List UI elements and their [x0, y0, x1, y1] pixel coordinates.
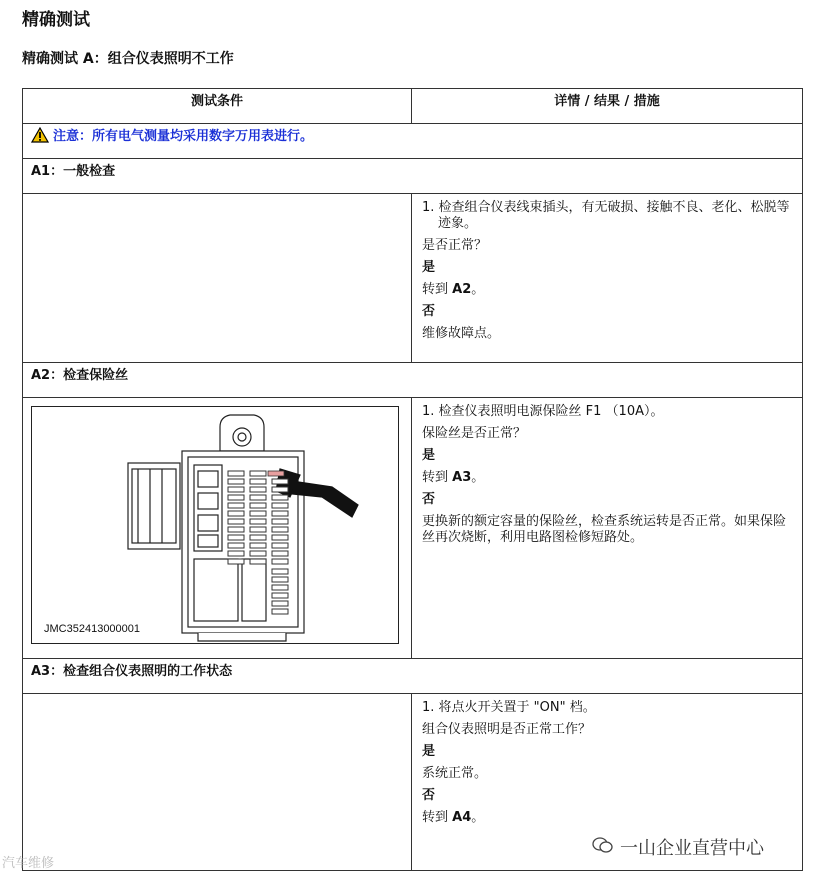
fuse-box-figure [31, 406, 399, 644]
fuse-slot [250, 543, 266, 548]
fuse-slot [250, 487, 266, 492]
fuse-slot [228, 551, 244, 556]
section-a3-condition [23, 694, 412, 871]
wechat-icon [592, 836, 614, 859]
warning-icon [31, 127, 49, 147]
a1-yes-action: 转到 A2。 [422, 282, 485, 297]
fuse-slot [250, 471, 266, 476]
fuse-slot [250, 535, 266, 540]
fuse-slot [272, 569, 288, 574]
a3-yes-action: 系统正常。 [422, 766, 488, 781]
section-a2-details [412, 398, 803, 659]
header-row [23, 89, 803, 124]
a3-no-action: 转到 A4。 [422, 810, 485, 825]
procedure-table [22, 88, 803, 871]
a3-step: 1. 将点火开关置于 "ON" 档。 [422, 700, 596, 715]
section-a3-title: A3：检查组合仪表照明的工作状态 [23, 659, 803, 694]
fuse-slot [272, 503, 288, 508]
fuse-slot [272, 609, 288, 614]
a2-yes-target: A3 [452, 470, 472, 485]
fuse-slot [228, 543, 244, 548]
a3-question: 组合仪表照明是否正常工作？ [422, 722, 592, 737]
section-a1-details [412, 194, 803, 363]
fuse-slot [272, 495, 288, 500]
page-title: 精确测试 [22, 10, 90, 30]
watermark-right-text: 一山企业直营中心 [620, 838, 764, 859]
a3-yes-label: 是 [422, 744, 436, 759]
a2-step: 1. 检查仪表照明电源保险丝 F1 （10A）。 [422, 404, 664, 419]
a3-no-target: A4 [452, 810, 472, 825]
fuse-slot [228, 519, 244, 524]
fuse-slot [250, 559, 266, 564]
fuse-slot [272, 585, 288, 590]
header-details-results: 详情 / 结果 / 措施 [412, 89, 803, 124]
header-test-conditions: 测试条件 [23, 89, 412, 124]
watermark-right [592, 834, 764, 860]
section-a3-title-row [23, 659, 803, 694]
fuse-slot [250, 511, 266, 516]
fuse-slot [272, 511, 288, 516]
fuse-box-illustration [32, 407, 398, 643]
section-a1-title: A1：一般检查 [23, 159, 803, 194]
fuse-slot [228, 495, 244, 500]
a1-yes-target: A2 [452, 282, 472, 297]
a1-yes-label: 是 [422, 260, 436, 275]
a2-no-action: 更换新的额定容量的保险丝，检查系统运转是否正常。如果保险丝再次烧断，利用电路图检修短路处。 [422, 514, 787, 545]
fuse-slot [272, 593, 288, 598]
a1-question: 是否正常？ [422, 238, 488, 253]
fuse-slot [272, 479, 288, 484]
note-text: 注意：所有电气测量均采用数字万用表进行。 [53, 129, 314, 144]
fuse-slot [250, 495, 266, 500]
fuse-slot [250, 519, 266, 524]
fuse-slot [228, 471, 244, 476]
note-row [23, 124, 803, 159]
a1-no-action: 维修故障点。 [422, 326, 501, 341]
fuse-slot [228, 511, 244, 516]
fuse-slot [272, 551, 288, 556]
a2-question: 保险丝是否正常？ [422, 426, 527, 441]
a2-yes-action: 转到 A3。 [422, 470, 485, 485]
fuse-slot [250, 551, 266, 556]
fuse-slot [272, 527, 288, 532]
section-a2-condition [23, 398, 412, 659]
fuse-slot [272, 487, 288, 492]
a2-no-label: 否 [422, 492, 436, 507]
a1-no-label: 否 [422, 304, 436, 319]
fuse-slot [250, 503, 266, 508]
figure-code: JMC352413000001 [44, 623, 141, 635]
fuse-slot [272, 535, 288, 540]
fuse-slot [250, 527, 266, 532]
note-cell [23, 124, 803, 159]
fuse-slot [228, 503, 244, 508]
fuse-f1-highlight [268, 471, 284, 476]
section-a1-title-row [23, 159, 803, 194]
fuse-slot [272, 601, 288, 606]
a3-no-label: 否 [422, 788, 436, 803]
fuse-slot [272, 577, 288, 582]
fuse-slot [228, 559, 244, 564]
section-a1-condition [23, 194, 412, 363]
fuse-slot [228, 535, 244, 540]
section-a2-row [23, 398, 803, 659]
section-a2-title-row [23, 363, 803, 398]
fuse-slot [228, 487, 244, 492]
fuse-slot [228, 527, 244, 532]
fuse-slot [250, 479, 266, 484]
fuse-slot [272, 519, 288, 524]
section-a1-row [23, 194, 803, 363]
fuse-slot [228, 479, 244, 484]
section-a2-title: A2：检查保险丝 [23, 363, 803, 398]
a1-step: 1. 检查组合仪表线束插头，有无破损、接触不良、老化、松脱等迹象。 [422, 200, 790, 231]
test-subtitle: 精确测试 A：组合仪表照明不工作 [22, 51, 234, 67]
fuse-slot [272, 543, 288, 548]
a2-yes-label: 是 [422, 448, 436, 463]
fuse-slot [272, 559, 288, 564]
watermark-left: 汽车维修 [2, 856, 55, 871]
